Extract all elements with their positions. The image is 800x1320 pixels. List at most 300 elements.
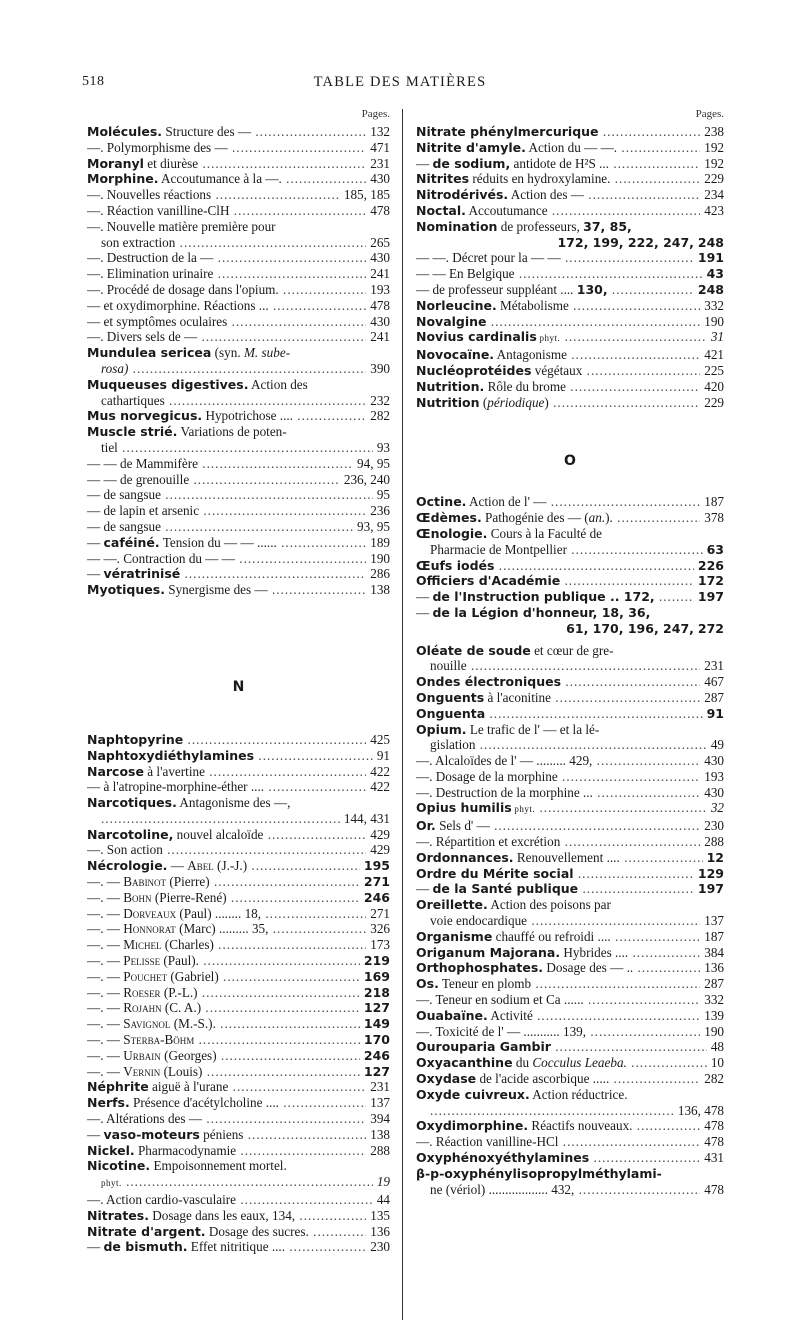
- entry-italic: rosa): [101, 360, 129, 376]
- entry-head: Nécrologie.: [87, 858, 168, 874]
- entry-desc: à l'avertine: [143, 763, 205, 779]
- entry-text: [416, 753, 700, 769]
- entry-text: [416, 314, 700, 330]
- entry-head: Muqueuses digestives.: [87, 376, 249, 392]
- index-entry: [416, 1055, 724, 1071]
- entry-text: [416, 203, 700, 219]
- entry-head: Origanum Majorana.: [416, 944, 561, 960]
- index-entry: [416, 866, 724, 882]
- page-ref: 229: [704, 171, 724, 187]
- page-ref: 282: [370, 408, 390, 424]
- page-number: 518: [82, 74, 105, 89]
- entry-head: Muscle strié.: [87, 424, 178, 440]
- entry-text: [416, 1071, 700, 1087]
- page-ref: 185, 185: [343, 187, 390, 203]
- entry-desc: gislation: [430, 737, 476, 753]
- entry-text: [416, 140, 700, 156]
- page-ref: 218: [363, 984, 390, 1000]
- index-entry: [87, 748, 390, 764]
- entry-head: Novalgine: [416, 313, 487, 329]
- entry-text: [416, 124, 700, 140]
- page-ref: 12: [706, 849, 724, 865]
- entry-desc: — de lapin et arsenic: [87, 503, 200, 519]
- entry-desc: chauffé ou refroidi ....: [492, 928, 611, 944]
- index-entry: [416, 992, 724, 1008]
- page-ref: 265: [370, 234, 390, 250]
- entry-text: [416, 945, 700, 961]
- entry-head: Nutrition: [416, 394, 480, 410]
- entry-head: Noctal.: [416, 202, 466, 218]
- entry-desc: (J.-J.): [213, 858, 248, 874]
- person-name: Roeser: [123, 984, 161, 1000]
- entry-text: [416, 347, 700, 363]
- entry-desc: Hypotrichose ....: [202, 408, 293, 424]
- page-ref: 187: [704, 494, 724, 510]
- index-entry: [416, 589, 724, 605]
- entry-head: de sodium,: [432, 155, 511, 171]
- page-ref: 478: [704, 1134, 724, 1150]
- page-ref: 149: [363, 1016, 390, 1032]
- person-name: Abel: [187, 858, 214, 874]
- entry-head: 61, 170, 196, 247,: [566, 620, 694, 636]
- page-ref: 190: [704, 1023, 724, 1039]
- entry-head: Morphine.: [87, 171, 159, 187]
- index-entry: [416, 621, 724, 637]
- entry-text: [87, 1064, 360, 1080]
- entry-text: [87, 551, 366, 567]
- entry-text: [416, 643, 724, 659]
- index-entry: [416, 573, 724, 589]
- entry-text: [87, 219, 390, 235]
- index-entry: [416, 298, 724, 314]
- entry-text: [87, 1174, 373, 1192]
- page-ref: 129: [697, 865, 724, 881]
- entry-head: 130,: [576, 281, 608, 297]
- entry-head: Opius humilis: [416, 800, 512, 816]
- entry-text: [87, 1158, 390, 1174]
- index-entry: [416, 379, 724, 395]
- index-entry: [87, 1064, 390, 1080]
- entry-text: [416, 992, 700, 1008]
- entry-text: [416, 1134, 700, 1150]
- entry-head: Ourouparia Gambir: [416, 1039, 551, 1055]
- entry-head: Nitrites: [416, 171, 470, 187]
- entry-text: [416, 1055, 707, 1071]
- index-entry: [87, 393, 390, 409]
- index-entry: [87, 377, 390, 393]
- entry-head: Nitrate phénylmercurique: [416, 124, 599, 139]
- page-ref: 132: [370, 124, 390, 139]
- pages-label: Pages.: [695, 108, 724, 120]
- index-entry: [416, 282, 724, 298]
- page-ref: 173: [370, 937, 390, 953]
- entry-head: Oléate de soude: [416, 642, 531, 658]
- right-column: [416, 107, 724, 1197]
- index-entry: [87, 219, 390, 235]
- entry-desc: Synergisme des —: [164, 582, 268, 598]
- entry-text: [87, 266, 366, 282]
- index-entry: [87, 969, 390, 985]
- index-entry: [87, 1192, 390, 1208]
- entry-head: caféiné.: [103, 534, 160, 550]
- entry-head: Nitrate d'argent.: [87, 1223, 206, 1239]
- entry-text: [87, 203, 366, 219]
- entry-head: Oxyde cuivreux.: [416, 1086, 530, 1102]
- entry-desc: Dosage des — ..: [543, 960, 634, 976]
- page-ref: 232: [370, 392, 390, 408]
- entry-head: Oxydase: [416, 1071, 477, 1087]
- index-entry: [416, 171, 724, 187]
- entry-text: [416, 558, 694, 574]
- index-entry: [87, 424, 390, 440]
- page-ref: 219: [363, 953, 390, 969]
- index-entry: [416, 753, 724, 769]
- page-ref: 32: [710, 800, 724, 816]
- index-entry: [87, 503, 390, 519]
- entry-text: [87, 858, 360, 874]
- person-name: Vernin: [123, 1063, 161, 1079]
- entry-head: Œnologie.: [416, 525, 488, 541]
- index-entry: [87, 1032, 390, 1048]
- person-name: Michel: [123, 937, 162, 953]
- entry-desc: (: [479, 394, 488, 410]
- entry-head: Nitrodérivés.: [416, 187, 509, 203]
- entry-text: [416, 250, 694, 266]
- index-entry: [416, 945, 724, 961]
- index-entry: [416, 605, 724, 621]
- page-ref: 431: [704, 1150, 724, 1166]
- entry-desc: —. Polymorphisme des —: [87, 139, 228, 155]
- index-entry: [87, 235, 390, 251]
- entry-text: [87, 582, 366, 598]
- page-ref: 136, 478: [677, 1102, 724, 1118]
- index-entry: [87, 906, 390, 922]
- page-ref: 234: [704, 187, 724, 203]
- index-entry: [87, 764, 390, 780]
- entry-text: [87, 187, 340, 203]
- entry-text: [87, 519, 353, 535]
- entry-text: [416, 769, 700, 785]
- person-name: Pouchet: [123, 968, 168, 984]
- entry-text: [87, 1016, 360, 1032]
- index-entry: [416, 558, 724, 574]
- phyt-note: phyt.: [511, 804, 536, 815]
- entry-desc: — —. Contraction du — —: [87, 550, 235, 566]
- entry-text: [87, 953, 360, 969]
- section-letter-n: N: [232, 678, 245, 695]
- entry-desc: Réactifs nouveaux.: [528, 1118, 633, 1134]
- person-name: Savignol: [123, 1016, 171, 1032]
- page-ref: 231: [704, 658, 724, 674]
- entry-head: Oxyacanthine: [416, 1055, 513, 1071]
- index-entry: [416, 314, 724, 330]
- index-entry: [87, 203, 390, 219]
- entry-text: [87, 1192, 373, 1208]
- entry-text: [87, 156, 366, 172]
- entry-text: [87, 361, 366, 377]
- entry-head: de la Santé publique: [432, 881, 579, 897]
- index-entry: [87, 842, 390, 858]
- entry-desc: —. —: [87, 984, 124, 1000]
- entry-desc: son extraction: [101, 234, 176, 250]
- page-ref: 282: [704, 1071, 724, 1087]
- person-name: Babinot: [123, 874, 167, 890]
- page-ref: 144, 431: [343, 810, 390, 826]
- entry-desc: —. —: [87, 1000, 124, 1016]
- entry-text: [87, 748, 373, 764]
- entry-text: [416, 674, 700, 690]
- page-ref: 430: [370, 171, 390, 187]
- entry-text: [416, 1150, 700, 1166]
- left-column: [87, 107, 390, 1255]
- entry-italic: an.: [588, 510, 606, 526]
- page-ref: 93, 95: [357, 518, 390, 534]
- entry-head: Novius cardinalis: [416, 329, 537, 345]
- entry-desc: Sels d' —: [435, 818, 490, 834]
- entry-head: Nutrition.: [416, 378, 485, 394]
- entry-desc: — de sangsue: [87, 518, 161, 534]
- entry-text: [416, 1103, 674, 1119]
- entry-head: Oxydimorphine.: [416, 1118, 529, 1134]
- entry-text: [416, 690, 700, 706]
- index-entry: [87, 408, 390, 424]
- page-ref: 288: [370, 1142, 390, 1158]
- entry-head: Or.: [416, 818, 436, 834]
- page-ref: 423: [704, 202, 724, 218]
- section-gap: [87, 598, 390, 660]
- page-ref: 238: [704, 124, 724, 139]
- page-ref: 286: [370, 566, 390, 582]
- entry-text: [87, 472, 340, 488]
- entry-desc: (Paul) ........ 18,: [176, 905, 262, 921]
- entry-text: [416, 818, 700, 834]
- entry-text: [416, 605, 724, 621]
- entry-text: [87, 1224, 366, 1240]
- entry-desc: Renouvellement ....: [513, 849, 620, 865]
- page-ref: 197: [697, 881, 724, 897]
- index-entry: [416, 800, 724, 818]
- index-entry: [87, 440, 390, 456]
- index-entry: [87, 985, 390, 1001]
- section-gap: [87, 714, 390, 732]
- entry-text: [87, 424, 390, 440]
- page-ref: 190: [370, 550, 390, 566]
- entry-text: [87, 140, 366, 156]
- page-ref: 287: [704, 976, 724, 992]
- entry-text: [87, 282, 366, 298]
- page-ref: 390: [370, 360, 390, 376]
- entry-desc: —. —: [87, 1063, 124, 1079]
- page-ref: 93: [376, 439, 390, 455]
- index-entry: [416, 722, 724, 738]
- entry-head: Ondes électroniques: [416, 674, 562, 690]
- index-entry: [87, 1048, 390, 1064]
- index-entry: [416, 706, 724, 722]
- entry-desc: Empoisonnement mortel.: [150, 1158, 287, 1174]
- entry-desc: —. Répartition et excrétion: [416, 834, 561, 850]
- entry-head: Myotiques.: [87, 582, 165, 598]
- entry-desc: péniens: [199, 1126, 244, 1142]
- entry-text: [416, 737, 707, 753]
- entry-text: [87, 1048, 360, 1064]
- index-entry: [87, 124, 390, 140]
- entry-text: [87, 124, 366, 140]
- entry-text: [416, 706, 703, 722]
- entry-desc: — —. Décret pour la — —: [416, 250, 561, 266]
- entry-head: Narcose: [87, 763, 144, 779]
- index-entry: [87, 1143, 390, 1159]
- entry-desc: (Marc) ......... 35,: [175, 921, 269, 937]
- page-ref: 271: [370, 905, 390, 921]
- page-ref: 422: [370, 779, 390, 795]
- entry-text: [87, 503, 366, 519]
- entry-head: Néphrite: [87, 1079, 149, 1095]
- page-ref: 288: [704, 834, 724, 850]
- entry-text: [416, 960, 700, 976]
- entry-text: [87, 732, 366, 748]
- index-entry: [416, 785, 724, 801]
- index-entry: [87, 282, 390, 298]
- entry-desc: —. Réaction vanilline-ClH: [87, 202, 230, 218]
- entry-desc: —. —: [87, 1032, 124, 1048]
- entry-head: vératrinisé: [103, 566, 181, 582]
- person-name: Sterba-Böhm: [123, 1032, 195, 1048]
- entry-head: Œdèmes.: [416, 510, 482, 526]
- entry-desc: —. Toxicité de l' — ........... 139,: [416, 1023, 587, 1039]
- entry-italic: périodique: [487, 394, 545, 410]
- entry-head: Molécules.: [87, 124, 163, 139]
- page-ref: 471: [370, 139, 390, 155]
- entry-desc: —: [87, 1126, 104, 1142]
- index-entry: [87, 1079, 390, 1095]
- entry-desc: (C. A.): [161, 1000, 202, 1016]
- page-ref: 190: [704, 313, 724, 329]
- page-ref: 187: [704, 928, 724, 944]
- index-entry: [87, 858, 390, 874]
- person-name: Urbain: [123, 1047, 161, 1063]
- page-ref: 478: [370, 297, 390, 313]
- page-ref: 236, 240: [343, 471, 390, 487]
- entry-text: [87, 1239, 366, 1255]
- entry-text: [87, 985, 360, 1001]
- index-entry: [416, 1134, 724, 1150]
- index-entry: [416, 850, 724, 866]
- person-name: Bohn: [123, 889, 152, 905]
- entry-text: [87, 1127, 366, 1143]
- entry-desc: (Louis): [160, 1063, 203, 1079]
- index-entry: [416, 203, 724, 219]
- entry-desc: Tension du — — ......: [159, 534, 277, 550]
- page-ref: 246: [363, 889, 390, 905]
- index-entry: [87, 345, 390, 361]
- page-ref: 229: [704, 394, 724, 410]
- entry-desc: nouille: [430, 658, 467, 674]
- entry-desc: — et symptômes oculaires: [87, 313, 228, 329]
- index-entry: [87, 1208, 390, 1224]
- entry-head: vaso-moteurs: [103, 1126, 200, 1142]
- index-entry: [416, 976, 724, 992]
- index-entry: [416, 960, 724, 976]
- page-ref: 31: [710, 329, 724, 345]
- entry-desc: antidote de H²S ...: [510, 155, 610, 171]
- entry-text: [416, 658, 700, 674]
- entry-head: Nomination: [416, 218, 498, 234]
- entry-desc: Rôle du brome: [484, 378, 566, 394]
- entry-desc: —. Réaction vanilline-HCl: [416, 1134, 559, 1150]
- entry-text: [87, 345, 390, 361]
- page-ref: 195: [363, 858, 390, 874]
- entry-text: [416, 298, 700, 314]
- entry-head: Moranyl: [87, 155, 144, 171]
- page-ref: 127: [363, 1063, 390, 1079]
- entry-desc: —: [167, 858, 188, 874]
- entry-text: [416, 171, 700, 187]
- entry-desc: (Georges): [160, 1047, 217, 1063]
- index-entry: [87, 582, 390, 598]
- page-ref: 422: [370, 763, 390, 779]
- entry-text: [416, 1039, 707, 1055]
- entry-text: [87, 171, 366, 187]
- index-entry: [416, 897, 724, 913]
- section-letter-o: O: [564, 453, 576, 470]
- entry-desc: Antagonisme: [494, 347, 567, 363]
- page-ref: 248: [697, 281, 724, 297]
- page-ref: 137: [704, 913, 724, 929]
- index-entry: [87, 487, 390, 503]
- entry-text: [87, 440, 373, 456]
- page-ref: 172: [697, 573, 724, 589]
- entry-italic: Cocculus Leaeba.: [532, 1055, 627, 1071]
- entry-text: [416, 395, 700, 411]
- entry-desc: Antagonisme des —,: [176, 795, 291, 811]
- page-ref: 230: [704, 818, 724, 834]
- entry-desc: Le trafic de l' — et la lé-: [466, 721, 600, 737]
- entry-desc: Action réductrice.: [529, 1086, 628, 1102]
- page-ref: 430: [704, 784, 724, 800]
- index-entry: [416, 643, 724, 659]
- entry-desc: —. Dosage de la morphine: [416, 768, 558, 784]
- entry-desc: Dosage des sucres.: [205, 1223, 309, 1239]
- index-entry: [416, 219, 724, 235]
- entry-desc: Dosage dans les eaux, 134,: [148, 1207, 296, 1223]
- entry-text: [416, 156, 700, 172]
- entry-head: Onguents: [416, 689, 485, 705]
- page-ref: 272: [697, 620, 724, 636]
- page-ref: 191: [697, 250, 724, 266]
- entry-text: [87, 811, 340, 827]
- page-ref: 49: [710, 737, 724, 753]
- entry-desc: ne (vériol) .................. 432,: [430, 1181, 575, 1197]
- entry-head: Nitrite d'amyle.: [416, 139, 526, 155]
- index-entry: [87, 1158, 390, 1174]
- index-entry: [87, 937, 390, 953]
- entry-text: [416, 187, 700, 203]
- entry-head: Oreillette.: [416, 897, 488, 913]
- entry-desc: Action des: [248, 376, 308, 392]
- index-entry: [87, 250, 390, 266]
- entry-text: [416, 621, 694, 637]
- entry-desc: Pharmacie de Montpellier: [430, 541, 567, 557]
- entry-text: [87, 906, 366, 922]
- index-entry: [87, 298, 390, 314]
- person-name: Pelisse: [123, 953, 161, 969]
- entry-text: [416, 266, 703, 282]
- entry-text: [416, 510, 700, 526]
- section-gap: [416, 410, 724, 434]
- entry-desc: — et oxydimorphine. Réactions ...: [87, 297, 269, 313]
- page-ref: 430: [704, 753, 724, 769]
- entry-desc: —. Destruction de la —: [87, 250, 214, 266]
